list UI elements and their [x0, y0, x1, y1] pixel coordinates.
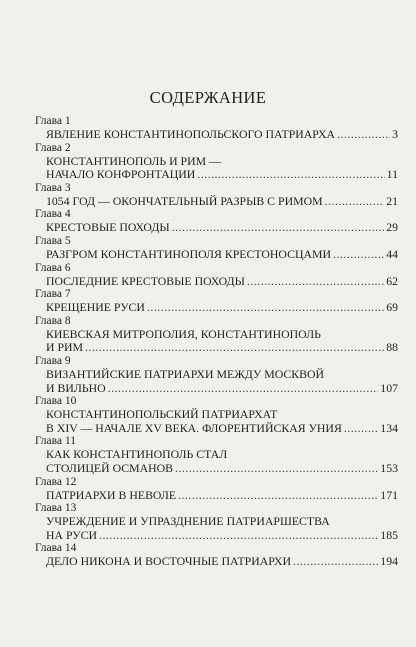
toc-entry [35, 502, 398, 542]
toc-entry [35, 435, 398, 475]
table-of-contents [35, 115, 398, 569]
chapter-title-line [46, 275, 398, 289]
chapter-title-line [46, 195, 398, 209]
dot-leader [344, 422, 378, 436]
dot-leader [108, 382, 379, 396]
chapter-title-line [46, 168, 398, 182]
chapter-title-block [35, 328, 398, 355]
chapter-title-line [46, 301, 398, 315]
chapter-title-line [46, 489, 398, 503]
dot-leader [99, 529, 378, 543]
chapter-title-block [35, 515, 398, 542]
chapter-title-line [46, 408, 398, 422]
toc-entry [35, 355, 398, 395]
chapter-label: Глава 2 [35, 141, 71, 154]
chapter-title-text: СТОЛИЦЕЙ ОСМАНОВ [46, 460, 174, 475]
chapter-label: Глава 13 [35, 502, 77, 515]
chapter-label: Глава 10 [35, 395, 77, 408]
chapter-title-text: ВИЗАНТИЙСКИЕ ПАТРИАРХИ МЕЖДУ МОСКВОЙ [46, 366, 325, 381]
toc-entry [35, 262, 398, 289]
page-number: 3 [392, 127, 398, 141]
chapter-title-text: КАК КОНСТАНТИНОПОЛЬ СТАЛ [46, 447, 228, 462]
chapter-title-text: КОНСТАНТИНОПОЛЬ И РИМ — [46, 153, 221, 168]
chapter-title-block [35, 275, 398, 289]
chapter-title-block [35, 408, 398, 435]
dot-leader [337, 128, 390, 142]
page-number: 107 [380, 380, 398, 395]
chapter-title-text: КРЕЩЕНИЕ РУСИ [46, 300, 145, 315]
page-number: 44 [386, 246, 398, 261]
chapter-title-text: ПОСЛЕДНИЕ КРЕСТОВЫЕ ПОХОДЫ [46, 273, 245, 288]
chapter-title-line [46, 422, 398, 436]
toc-entry [35, 235, 398, 262]
chapter-label: Глава 1 [35, 115, 71, 127]
toc-entry [35, 182, 398, 209]
chapter-label: Глава 7 [35, 288, 71, 301]
chapter-title-block [35, 221, 398, 235]
toc-entry [35, 115, 398, 142]
toc-entry [35, 288, 398, 315]
page-number: 185 [380, 527, 398, 542]
chapter-label: Глава 3 [35, 181, 71, 194]
chapter-title-line [46, 555, 398, 569]
chapter-title-text: НАЧАЛО КОНФРОНТАЦИИ [46, 167, 196, 182]
toc-entry [35, 476, 398, 503]
chapter-title-block [35, 128, 398, 142]
chapter-title-block [35, 489, 398, 503]
page-number: 153 [380, 460, 398, 475]
chapter-title-block [35, 195, 398, 209]
chapter-title-block [35, 368, 398, 395]
chapter-title-text: УЧРЕЖДЕНИЕ И УПРАЗДНЕНИЕ ПАТРИАРШЕСТВА [46, 514, 330, 529]
toc-entry [35, 395, 398, 435]
chapter-title-line [46, 368, 398, 382]
chapter-title-text: В XIV — НАЧАЛЕ XV ВЕКА. ФЛОРЕНТИЙСКАЯ УНИЯ [46, 420, 342, 435]
chapter-title-text: КОНСТАНТИНОПОЛЬСКИЙ ПАТРИАРХАТ [46, 407, 278, 422]
chapter-title-text: 1054 ГОД — ОКОНЧАТЕЛЬНЫЙ РАЗРЫВ С РИМОМ [46, 193, 323, 208]
chapter-title-text: ЯВЛЕНИЕ КОНСТАНТИНОПОЛЬСКОГО ПАТРИАРХА [46, 127, 336, 141]
chapter-label: Глава 9 [35, 354, 71, 367]
chapter-title-line [46, 155, 398, 169]
chapter-title-text: НА РУСИ [46, 527, 97, 542]
dot-leader [178, 489, 378, 503]
toc-entry [35, 208, 398, 235]
page-number: 11 [386, 167, 398, 182]
chapter-title-text: ДЕЛО НИКОНА И ВОСТОЧНЫЕ ПАТРИАРХИ [46, 554, 292, 569]
toc-entry [35, 542, 398, 569]
toc-entry [35, 315, 398, 355]
chapter-title-text: КИЕВСКАЯ МИТРОПОЛИЯ, КОНСТАНТИНОПОЛЬ [46, 326, 321, 341]
dot-leader [172, 221, 385, 235]
chapter-title-line [46, 248, 398, 262]
page-number: 69 [386, 300, 398, 315]
chapter-title-line [46, 529, 398, 543]
page-number: 21 [386, 193, 398, 208]
chapter-label: Глава 12 [35, 475, 77, 488]
page-number: 194 [380, 554, 398, 569]
chapter-title-line [46, 328, 398, 342]
chapter-title-block [35, 155, 398, 182]
chapter-title-block [35, 248, 398, 262]
dot-leader [293, 555, 378, 569]
dot-leader [85, 341, 384, 355]
page-number: 29 [386, 220, 398, 235]
chapter-label: Глава 11 [35, 435, 76, 448]
toc-entry [35, 142, 398, 182]
chapter-title-text: ПАТРИАРХИ В НЕВОЛЕ [46, 487, 177, 502]
chapter-title-line [46, 448, 398, 462]
chapter-label: Глава 5 [35, 234, 71, 247]
page-number: 88 [386, 340, 398, 355]
chapter-title-text: И ВИЛЬНО [46, 380, 106, 395]
dot-leader [197, 168, 384, 182]
chapter-label: Глава 4 [35, 208, 71, 221]
dot-leader [247, 275, 384, 289]
chapter-title-line [46, 221, 398, 235]
chapter-title-block [35, 301, 398, 315]
page-number: 62 [386, 273, 398, 288]
chapter-title-line [46, 515, 398, 529]
dot-leader [147, 301, 384, 315]
chapter-title-text: РАЗГРОМ КОНСТАНТИНОПОЛЯ КРЕСТОНОСЦАМИ [46, 246, 332, 261]
chapter-title-line [46, 382, 398, 396]
toc-heading: СОДЕРЖАНИЕ [149, 88, 267, 107]
chapter-title-line [46, 462, 398, 476]
chapter-title-block [35, 448, 398, 475]
dot-leader [175, 462, 378, 476]
page-number: 134 [380, 420, 398, 435]
chapter-label: Глава 6 [35, 261, 71, 274]
chapter-title-text: И РИМ [46, 340, 84, 355]
chapter-label: Глава 8 [35, 314, 71, 327]
chapter-title-line [46, 128, 398, 142]
dot-leader [325, 195, 385, 209]
dot-leader [333, 248, 384, 262]
chapter-label: Глава 14 [35, 542, 77, 555]
chapter-title-block [35, 555, 398, 569]
chapter-title-text: КРЕСТОВЫЕ ПОХОДЫ [46, 220, 170, 235]
page-number: 171 [380, 487, 398, 502]
chapter-title-line [46, 341, 398, 355]
